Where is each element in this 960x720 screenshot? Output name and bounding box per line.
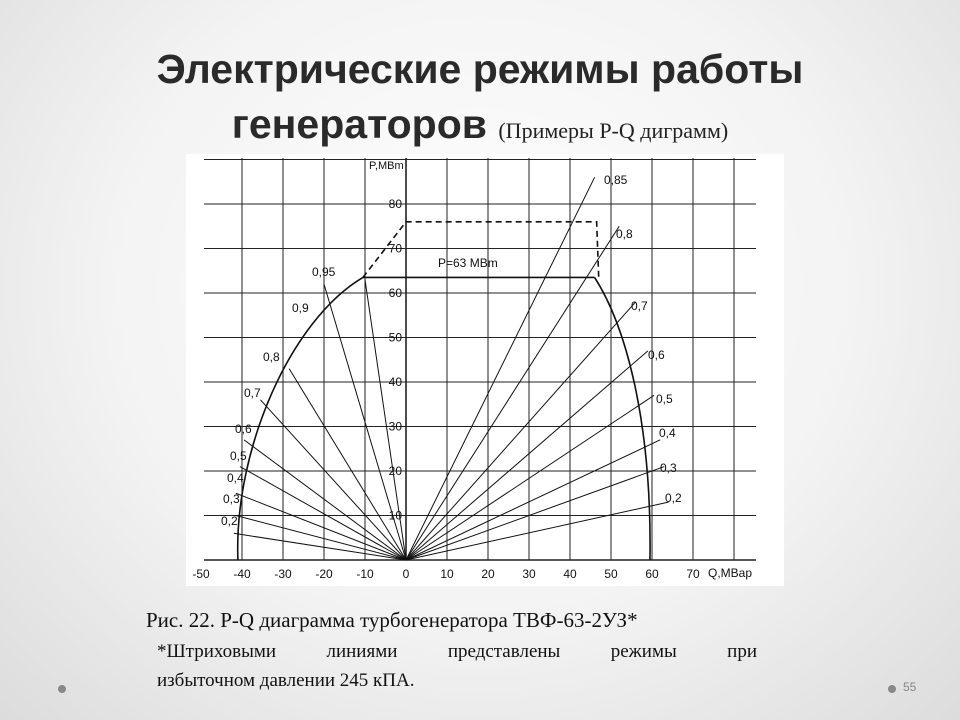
x-tick-label: 50 (604, 567, 618, 581)
figure-note-line2: избыточном давлении 245 кПА. (157, 670, 415, 691)
x-tick-label: 0 (402, 567, 410, 581)
x-tick-label: -30 (274, 567, 292, 581)
rotor-limit-curve (238, 277, 363, 560)
y-tick-label: 30 (388, 419, 402, 434)
pf-labels (221, 173, 682, 528)
pf-ray (406, 177, 595, 560)
page-number: 55 (903, 680, 917, 694)
slide-title-subtitle: (Примеры P-Q диграмм) (498, 118, 729, 143)
slide-title-line2 (0, 99, 960, 156)
y-tick-label: 70 (388, 241, 402, 256)
x-tick-label: 70 (686, 567, 700, 581)
pf-label-right: 0,5 (656, 392, 673, 406)
pf-label-left: 0,6 (235, 422, 252, 436)
pf-ray (406, 502, 668, 560)
x-tick-label: 30 (522, 567, 536, 581)
pf-ray (260, 400, 406, 560)
y-tick-label: 50 (388, 330, 402, 345)
limit-curves (238, 222, 650, 560)
pf-ray (236, 493, 406, 560)
power-factor-rays (234, 177, 669, 560)
x-tick-label: 40 (563, 567, 577, 581)
stator-limit-curve (595, 277, 650, 560)
pf-ray (244, 440, 406, 560)
pf-ray (240, 467, 406, 560)
x-tick-label: -20 (315, 567, 333, 581)
pf-label-left: 0,5 (230, 449, 247, 463)
x-tick-label: 60 (645, 567, 659, 581)
pf-label-right: 0,7 (631, 299, 648, 313)
pf-label-left: 0,9 (292, 301, 309, 315)
pq-diagram (186, 154, 784, 586)
pf-label-right: 0,6 (648, 348, 665, 362)
pf-label-right: 0,3 (660, 461, 677, 475)
nav-dot-left (58, 685, 66, 693)
pf-label-right: 0,8 (616, 227, 633, 241)
x-tick-label: 10 (440, 567, 454, 581)
x-tick-label: -40 (233, 567, 251, 581)
y-tick-labels (389, 197, 403, 523)
pf-label-right: 0,2 (665, 491, 682, 505)
pf-label-left: 0,3 (223, 492, 240, 506)
y-tick-label: 20 (388, 464, 402, 478)
slide-title-main: генераторов (231, 101, 487, 147)
x-tick-label: 20 (481, 567, 495, 581)
slide-title-line1: Электрические режимы работы (156, 46, 804, 92)
pf-label-left: 0,7 (244, 386, 261, 400)
y-axis-label: P,MBm (369, 160, 404, 172)
pf-label-left: 0,95 (312, 265, 336, 279)
pf-label-left: 0,8 (263, 350, 280, 364)
pf-label-left: 0,4 (227, 471, 244, 485)
x-axis-label: Q,MBap (708, 566, 753, 580)
x-tick-labels (192, 567, 700, 581)
y-tick-label: 40 (388, 375, 402, 389)
figure-note-line1: *Штриховыми линиями представлены режимы при (157, 641, 757, 662)
x-tick-label: -50 (192, 567, 210, 581)
y-tick-label: 80 (388, 197, 402, 211)
y-tick-label: 60 (388, 286, 402, 300)
figure-caption: Рис. 22. P-Q диаграмма турбогенератора ТВФ-63-2УЗ* (146, 608, 638, 632)
y-tick-label: 10 (388, 508, 402, 523)
pf-label-right: 0,4 (659, 426, 676, 440)
pf-label-left: 0,2 (221, 514, 238, 528)
nav-dot-right (888, 685, 896, 693)
dashed-limit-label: P=63 MBm (438, 256, 498, 270)
x-tick-label: -10 (356, 567, 374, 581)
pf-label-right: 0,85 (604, 173, 628, 187)
